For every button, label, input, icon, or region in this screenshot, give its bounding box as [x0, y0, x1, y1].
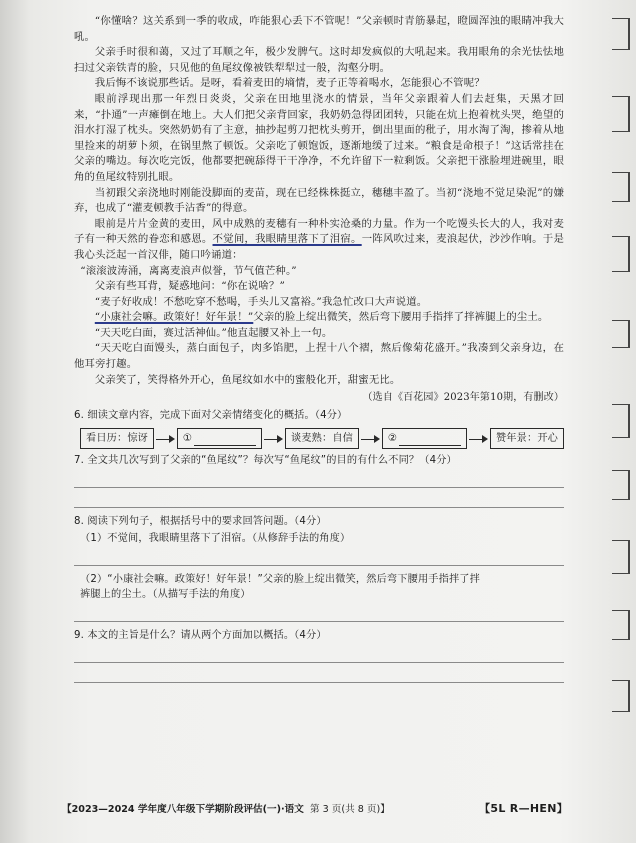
footer-page-number: 第 3 页(共 8 页)】 [309, 804, 390, 815]
question-8-part-2: （2）“小康社会嘛。政策好！好年景！”父亲的脸上绽出微笑，然后弯下腰用手指拌了拌 [80, 574, 480, 586]
passage-ending: 父亲笑了，笑得格外开心，鱼尾纹如水中的蜜般化开，甜蜜无比。 [94, 373, 401, 386]
arrow-right-icon [469, 434, 488, 444]
passage-paragraph: 我后悔不该说那些话。是呀，看着麦田的墒情，麦子正等着喝水，怎能狠心不管呢？ [94, 77, 485, 90]
question-8-part-1: （1）不觉间，我眼睛里落下了泪宿。（从修辞手法的角度） [80, 533, 351, 545]
underlined-sentence: “小康社会嘛。政策好！好年景！” [94, 311, 254, 324]
dialogue-line: 父亲有些耳背，疑惑地问：“你在说啥？” [94, 280, 285, 293]
question-9: 9. 本文的主旨是什么？请从两个方面加以概括。（4分） [74, 630, 327, 642]
flow-box: 赞年景：开心 [490, 428, 564, 450]
binding-edge-mark [612, 172, 630, 202]
question-8: 8. 阅读下列句子，根据括号中的要求回答问题。（4分） [74, 516, 327, 528]
blank-marker: ① [182, 432, 193, 444]
paragraph-text: 眼前是片片金黄的麦田，风中成熟的麦穗有一种朴实沧桑的力量。作为一个吃馒头长大的人，我对麦子有一种天然的眷恋和感恩。 [74, 217, 564, 246]
binding-edge-mark [612, 610, 630, 640]
footer-code: 【5L R—HEN】 [479, 802, 568, 815]
flow-box: 看日历：惊讶 [80, 428, 154, 450]
dialogue-line-underlined [74, 310, 564, 326]
arrow-right-icon [264, 434, 283, 444]
flow-box: 谈麦熟：自信 [285, 428, 359, 450]
binding-edge-mark [612, 540, 630, 574]
page-content [74, 14, 564, 683]
answer-line[interactable] [74, 488, 564, 508]
answer-blank[interactable] [194, 435, 256, 446]
emotion-flow-chart [80, 428, 564, 450]
answer-line[interactable] [74, 663, 564, 683]
paragraph-text: 一阵风吹过来，麦浪起伏，沙沙作响。于是我心头泛起一首汉俳，随口吟诵道： [74, 233, 565, 261]
dialogue-line: “天天吃白面，赛过活神仙。”他直起腰又补上一句。 [94, 326, 333, 339]
flow-box-blank-2[interactable] [382, 428, 467, 450]
arrow-right-icon [361, 434, 380, 444]
passage-paragraph: 当初跟父亲浇地时刚能没脚面的麦苗，现在已经株株挺立，穗穗丰盈了。当初“浇地不觉足染泥”的嫌弃，也成了“灌麦顿教手沾香”的得意。 [74, 186, 564, 215]
question-8-part-2-continued: 裤腿上的尘土。（从描写手法的角度） [80, 589, 251, 601]
page-footer [62, 800, 568, 816]
answer-line[interactable] [74, 643, 564, 663]
source-citation: （选自《百花园》2023年第10期，有删改） [362, 392, 564, 404]
dialogue-line: “麦子好收成！不愁吃穿不愁喝，手头儿又富裕。”我急忙改口大声说道。 [94, 295, 428, 308]
binding-edge-mark [612, 680, 630, 712]
answer-blank[interactable] [399, 435, 461, 446]
binding-edge-mark [612, 236, 630, 272]
arrow-right-icon [156, 434, 175, 444]
underlined-sentence: 不觉间，我眼睛里落下了泪宿。 [212, 233, 362, 246]
passage-paragraph: 父亲手时很和蔼，又过了耳顺之年，极少发脾气。这时却发疯似的大吼起来。我用眼角的余光怯怯地扫过父亲铁青的脸，只见他的鱼尾纹像被铁犁犁过一般，沟壑分明。 [74, 46, 564, 74]
footer-title: 【2023—2024 学年度八年级下学期阶段评估(一)·语文 [62, 804, 304, 815]
binding-edge-mark [612, 470, 630, 500]
question-7: 7. 全文共几次写到了父亲的“鱼尾纹”？每次写“鱼尾纹”的目的有什么不同？（4分） [74, 455, 457, 467]
passage-paragraph-underlined [74, 217, 564, 264]
footer-info [62, 801, 390, 815]
blank-marker: ② [387, 432, 398, 444]
binding-edge-mark [612, 96, 630, 132]
answer-line[interactable] [74, 602, 564, 622]
binding-edge-mark [612, 18, 630, 50]
passage-paragraph: 眼前浮现出那一年烈日炎炎，父亲在田地里浇水的情景，当年父亲跟着人们去赶集，天黑才回来，“扑通”一声瘫倒在地上。大人们把父亲背回家，我奶奶急得团团转，只能在炕上抱着枕头哭，绝望的泪水打湿了枕头。突然奶奶有了主意，抽抄起剪刀把枕头剪开，倒出里面的秕子，用水淘了淘，掺着从地里捡来的胡萝卜须，在锅里熬了顿饭。父亲吃了顿饱饭，逐渐地缓了过来。“粮食是命根子！”这话常挂在父亲的嘴边。每次吃完饭，他都要把碗舔得干干净净，不允许留下一粒剩饭。父亲把干涨脸埋进碗里，眼角的鱼尾纹特别扎眼。 [74, 92, 564, 183]
poem-line: “滚滚波涛涌，离离麦浪声似誉，节气值芒种。” [80, 264, 297, 277]
binding-edge-mark [612, 320, 630, 348]
answer-line[interactable] [74, 546, 564, 566]
binding-edge-mark [612, 404, 630, 438]
question-6: 6. 细读文章内容，完成下面对父亲情绪变化的概括。（4分） [74, 409, 348, 421]
paragraph-text: 父亲的脸上绽出微笑，然后弯下腰用手指拌了拌裤腿上的尘土。 [253, 311, 549, 324]
passage-paragraph: “你懂啥？这关系到一季的收成，咋能狠心丢下不管呢！”父亲顿时青筋暴起，瞪圆浑浊的眼睛冲我大吼。 [74, 15, 564, 43]
flow-box-blank-1[interactable] [177, 428, 262, 450]
answer-line[interactable] [74, 468, 564, 488]
dialogue-line: “天天吃白面馒头，蒸白面包子，肉多馅肥，上捏十八个褶，熬后像菊花盛开。”我凑到父亲身边，在他耳旁打趣。 [74, 342, 564, 371]
